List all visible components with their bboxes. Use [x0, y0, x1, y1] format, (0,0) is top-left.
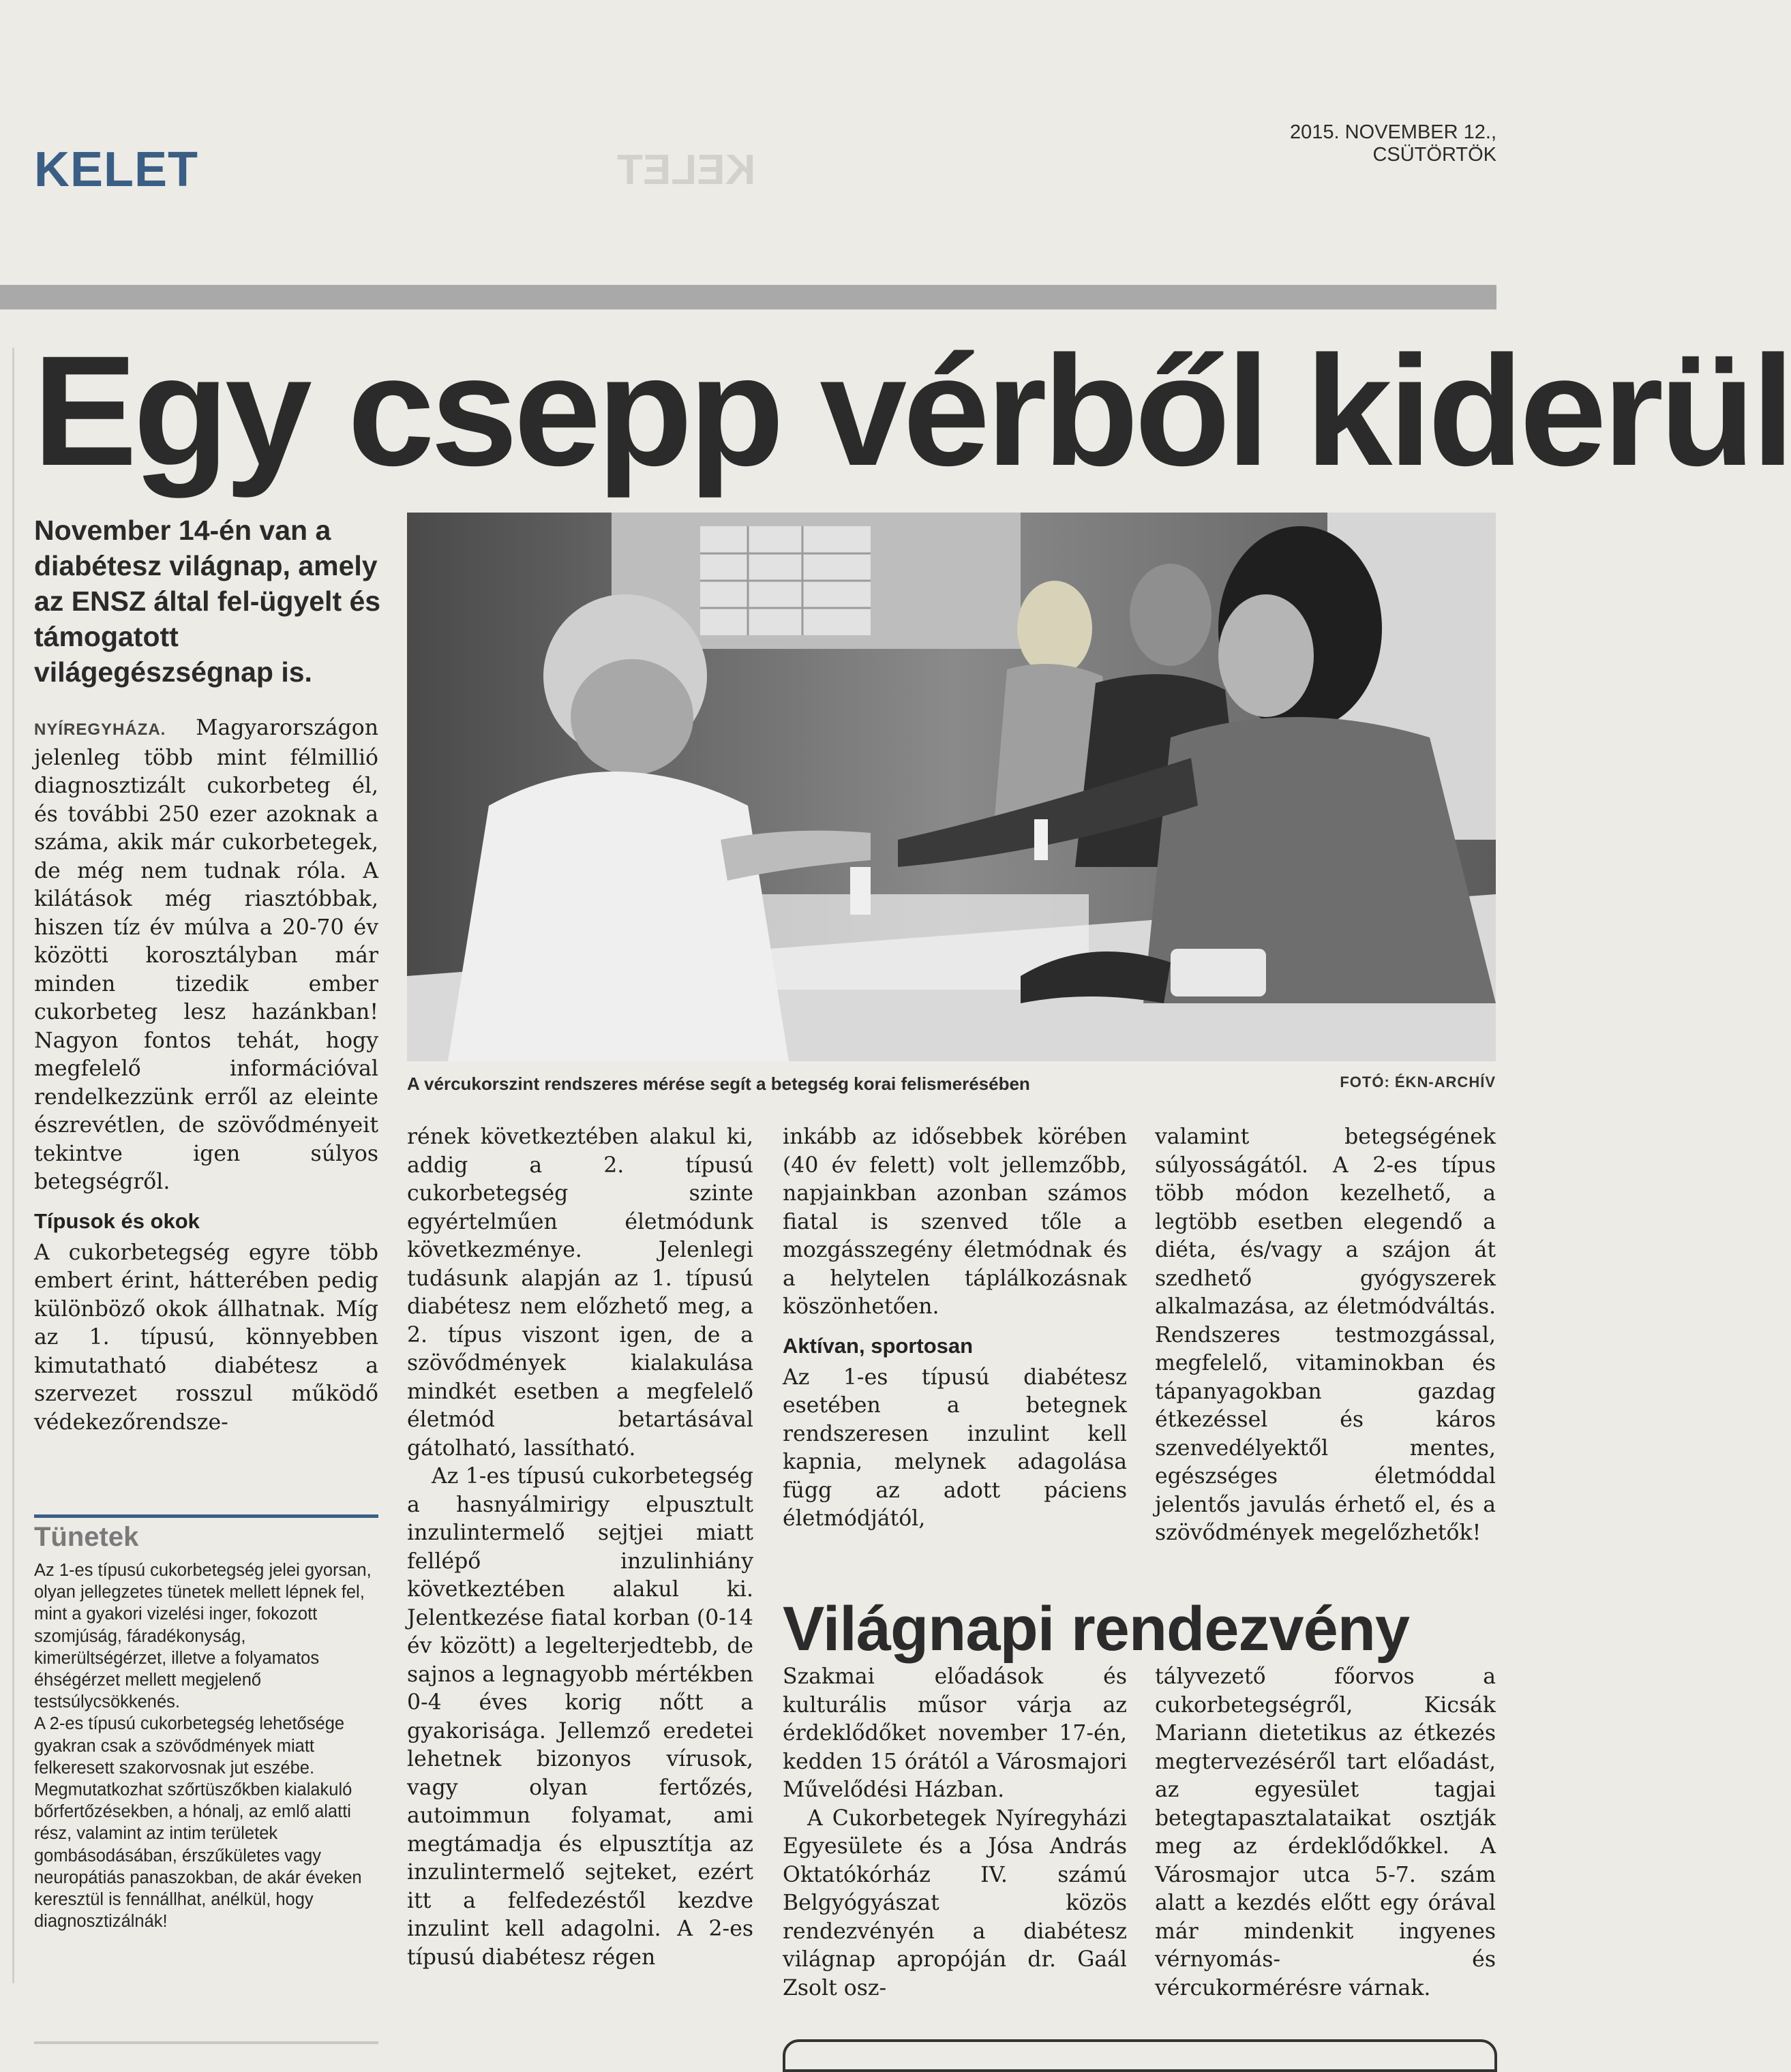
- dateline: NYÍREGYHÁZA.: [34, 720, 166, 739]
- photo-caption: A vércukorszint rendszeres mérése segít a betegség korai felismerésében: [407, 1073, 1030, 1094]
- sidebar-text: [34, 1559, 378, 1932]
- event-paragraph-2-continued: tályvezető főorvos a cukorbetegségről, Kicsák Mariann dietetikus az étkezés megtervezéséről tart előadást, az egyesület tagjai betegtapasztalataikat osztják meg az érdeklődőkkel. A Városmajor utca 5-7. szám alatt a kezdés előtt egy órával már mindenkit ingyenes vérnyomás- és vércukormérésre várnak.: [1155, 1664, 1496, 2000]
- paragraph-types-continued: rének következtében alakul ki, addig a 2. típusú cukorbetegség szinte egyértelműen életmódunk következménye. Jelenlegi tudásunk alapján az 1. típusú diabétesz nem előzhető meg, a 2. típus viszont igen, de a szövődmények kialakulása mindkét esetben a megfelelő életmód betartásával gátolható, lassítható.: [407, 1125, 753, 1461]
- sidebar-rule: [34, 1514, 378, 1518]
- masthead-logo: KELET: [34, 142, 199, 197]
- subhead-types: Típusok és okok: [34, 1208, 200, 1233]
- issue-date: 2015. NOVEMBER 12., CSÜTÖRTÖK: [1289, 121, 1496, 166]
- sidebar-text-type2: A 2-es típusú cukorbetegség lehetősége gyakran csak a szövődmények miatt felkeresett szakorvosnak jut eszébe. Megmutatkozhat szőrtüszőkben kialakuló bőrfertőzésekben, a hónalj, az emlő alatti rész, valamint az intim területek gombásodásában, érszűkületes vagy neuropátiás panaszokban, de akár éveken keresztül is fennállhat, anélkül, hogy diagnosztizálnák!: [34, 1714, 362, 1932]
- symptoms-sidebar: [34, 1514, 378, 1932]
- subhead-active: Aktívan, sportosan: [783, 1333, 974, 1358]
- event-column-1: [783, 1663, 1127, 2002]
- blood-test-photo: [407, 513, 1496, 1061]
- paragraph-types: A cukorbetegség egyre több embert érint, hátterében pedig különböző okok állhatnak. Míg az 1. típusú, könnyebben kimutatható diabétesz a szervezet rosszul működő védekezőrendsze-: [34, 1240, 378, 1435]
- article-photo: [407, 513, 1496, 1061]
- bottom-rule: [34, 2041, 378, 2044]
- photo-caption-bar: [407, 1073, 1496, 1095]
- next-box-edge: [783, 2039, 1497, 2072]
- header-rule: [0, 285, 1496, 309]
- paragraph-active: Az 1-es típusú diabétesz esetében a betegnek rendszeresen inzulint kell kapnia, melynek adagolása függ az adott páciens életmódjától,: [783, 1365, 1127, 1531]
- paragraph-intro: Magyarországon jelenleg több mint félmillió diagnosztizált cukorbeteg él, és további 250 ezer azoknak a száma, akik már cukorbetegek, de még nem tudnak róla. A kilátások még riasztóbbak, hiszen tíz év múlva a 20-70 év közötti korosztályban már minden tizedik ember cukorbeteg lesz hazánkban! Nagyon fontos tehát, hogy megfelelő információval rendelkezzünk erről az eleinte észrevétlen, de szövődményeit tekintve igen súlyos betegségről.: [34, 716, 378, 1194]
- bleed-through-watermark: KELET: [617, 147, 756, 194]
- article-headline: Egy csepp vérből kiderül: [33, 323, 1791, 498]
- sidebar-title: Tünetek: [34, 1522, 139, 1552]
- sidebar-text-type1: Az 1-es típusú cukorbetegség jelei gyorsan, olyan jellegzetes tünetek mellett lépnek fel, mint a gyakori vizelési inger, fokozott szomjúság, fáradékonyság, kimerültségérzet, illetve a folyamatos éhségérzet mellett megjelenő testsúlycsökkenés.: [34, 1561, 372, 1712]
- paragraph-type2: inkább az idősebbek körében (40 év felett) volt jellemzőbb, napjainkban azonban számos fiatal is szenved tőle a mozgásszegény életmódnak és a helytelen táplálkozásnak köszönhetően.: [783, 1125, 1127, 1319]
- article-lead: November 14-én van a diabétesz világnap, amely az ENSZ által fel-ügyelt és támogatott világegészségnap is.: [34, 515, 381, 688]
- article-column-3: [783, 1123, 1127, 1534]
- photo-credit: FOTÓ: ÉKN-ARCHÍV: [1340, 1073, 1496, 1091]
- event-column-2: [1155, 1663, 1496, 2002]
- event-headline: Világnapi rendezvény: [783, 1594, 1410, 1664]
- event-paragraph-1: Szakmai előadások és kulturális műsor várja az érdeklődőket november 17-én, kedden 15 órától a Városmajori Művelődési Házban.: [783, 1664, 1127, 1802]
- page-fold-line: [12, 348, 14, 1983]
- event-paragraph-2: A Cukorbetegek Nyíregyházi Egyesülete és a Jósa András Oktatókórház IV. számú Belgyógyászat közös rendezvényén a diabétesz világnap apropóján dr. Gaál Zsolt osz-: [783, 1806, 1127, 2000]
- article-column-2: [407, 1123, 753, 1972]
- article-column-4: [1155, 1123, 1496, 1548]
- paragraph-type1: Az 1-es típusú cukorbetegség a hasnyálmirigy elpusztult inzulintermelő sejtjei miatt fellépő inzulinhiány következtében alakul ki. Jelentkezése fiatal korban (0-14 év között) a legelterjedtebb, de sajnos a legnagyobb mértékben 0-4 éves korig nőtt a gyakorisága. Jellemző eredetei lehetnek bizonyos vírusok, vagy olyan fertőzés, autoimmun folyamat, ami megtámadja és elpusztítja az inzulintermelő sejteket, ezért itt a felfedezéstől kezdve inzulint kell adagolni. A 2-es típusú diabétesz régen: [407, 1464, 753, 1970]
- article-column-1: [34, 714, 378, 1437]
- paragraph-active-continued: valamint betegségének súlyosságától. A 2-es típus több módon kezelhető, a legtöbb esetben elegendő a diéta, és/vagy a szájon át szedhető gyógyszerek alkalmazása, az életmódváltás. Rendszeres testmozgással, megfelelő, vitaminokban és tápanyagokban gazdag étkezéssel és káros szenvedélyektől mentes, egészséges életmóddal jelentős javulás érhető el, és a szövődmények megelőzhetők!: [1155, 1125, 1496, 1545]
